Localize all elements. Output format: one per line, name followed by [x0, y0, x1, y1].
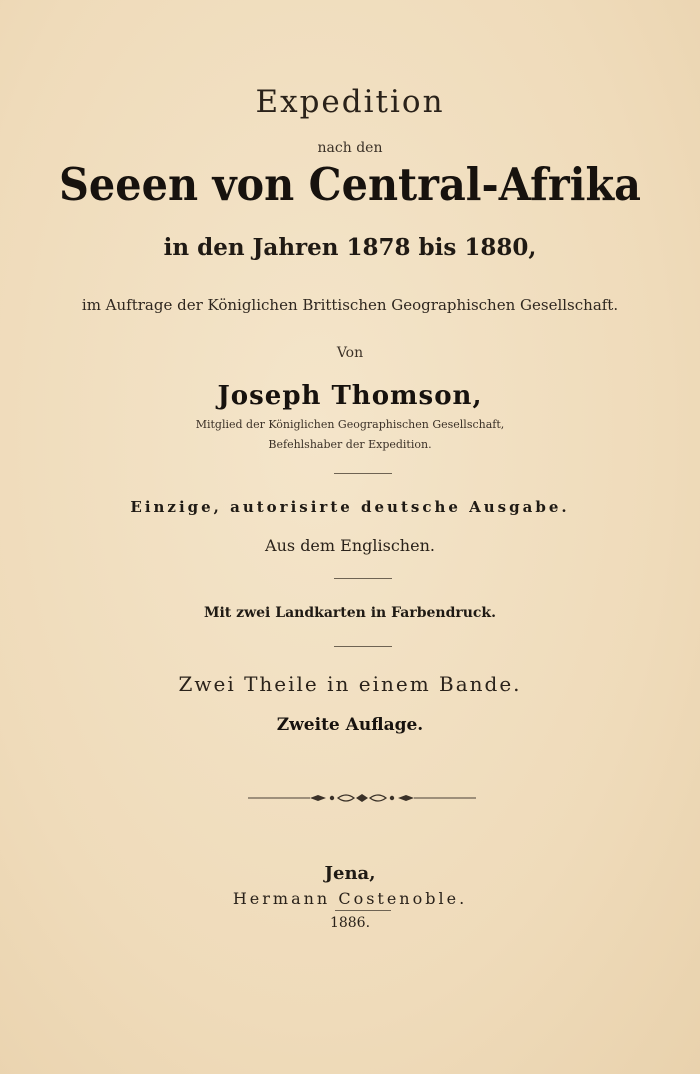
author-role-member: Mitglied der Königlichen Geographischen Gesellschaft,: [195, 418, 505, 431]
title-years: in den Jahren 1878 bis 1880,: [163, 234, 537, 261]
edition-note: Einzige, autorisirte deutsche Ausgabe.: [130, 498, 570, 516]
author-role-commander: Befehlshaber der Expedition.: [268, 438, 432, 451]
ornament-divider: [248, 790, 476, 806]
commission-line: im Auftrage der Königlichen Brittischen Geographischen Gesellschaft.: [81, 296, 619, 314]
publication-year: 1886.: [329, 915, 371, 931]
divider-rule-1: [334, 473, 392, 474]
title-nach-den: nach den: [317, 140, 383, 156]
title-expedition: Expedition: [255, 84, 445, 120]
divider-rule-3: [334, 646, 392, 647]
author-name: Joseph Thomson,: [217, 381, 483, 411]
main-title: Seeen von Central-Afrika: [59, 158, 641, 211]
divider-rule-4: [335, 910, 391, 911]
volumes-note: Zwei Theile in einem Bande.: [178, 672, 522, 696]
translation-note: Aus dem Englischen.: [265, 536, 435, 555]
publisher-name: Hermann Costenoble.: [232, 889, 468, 908]
divider-rule-2: [334, 578, 392, 579]
printing-note: Zweite Auflage.: [276, 715, 424, 735]
publication-city: Jena,: [324, 863, 376, 884]
von-line: Von: [336, 345, 364, 361]
maps-note: Mit zwei Landkarten in Farbendruck.: [203, 605, 497, 621]
